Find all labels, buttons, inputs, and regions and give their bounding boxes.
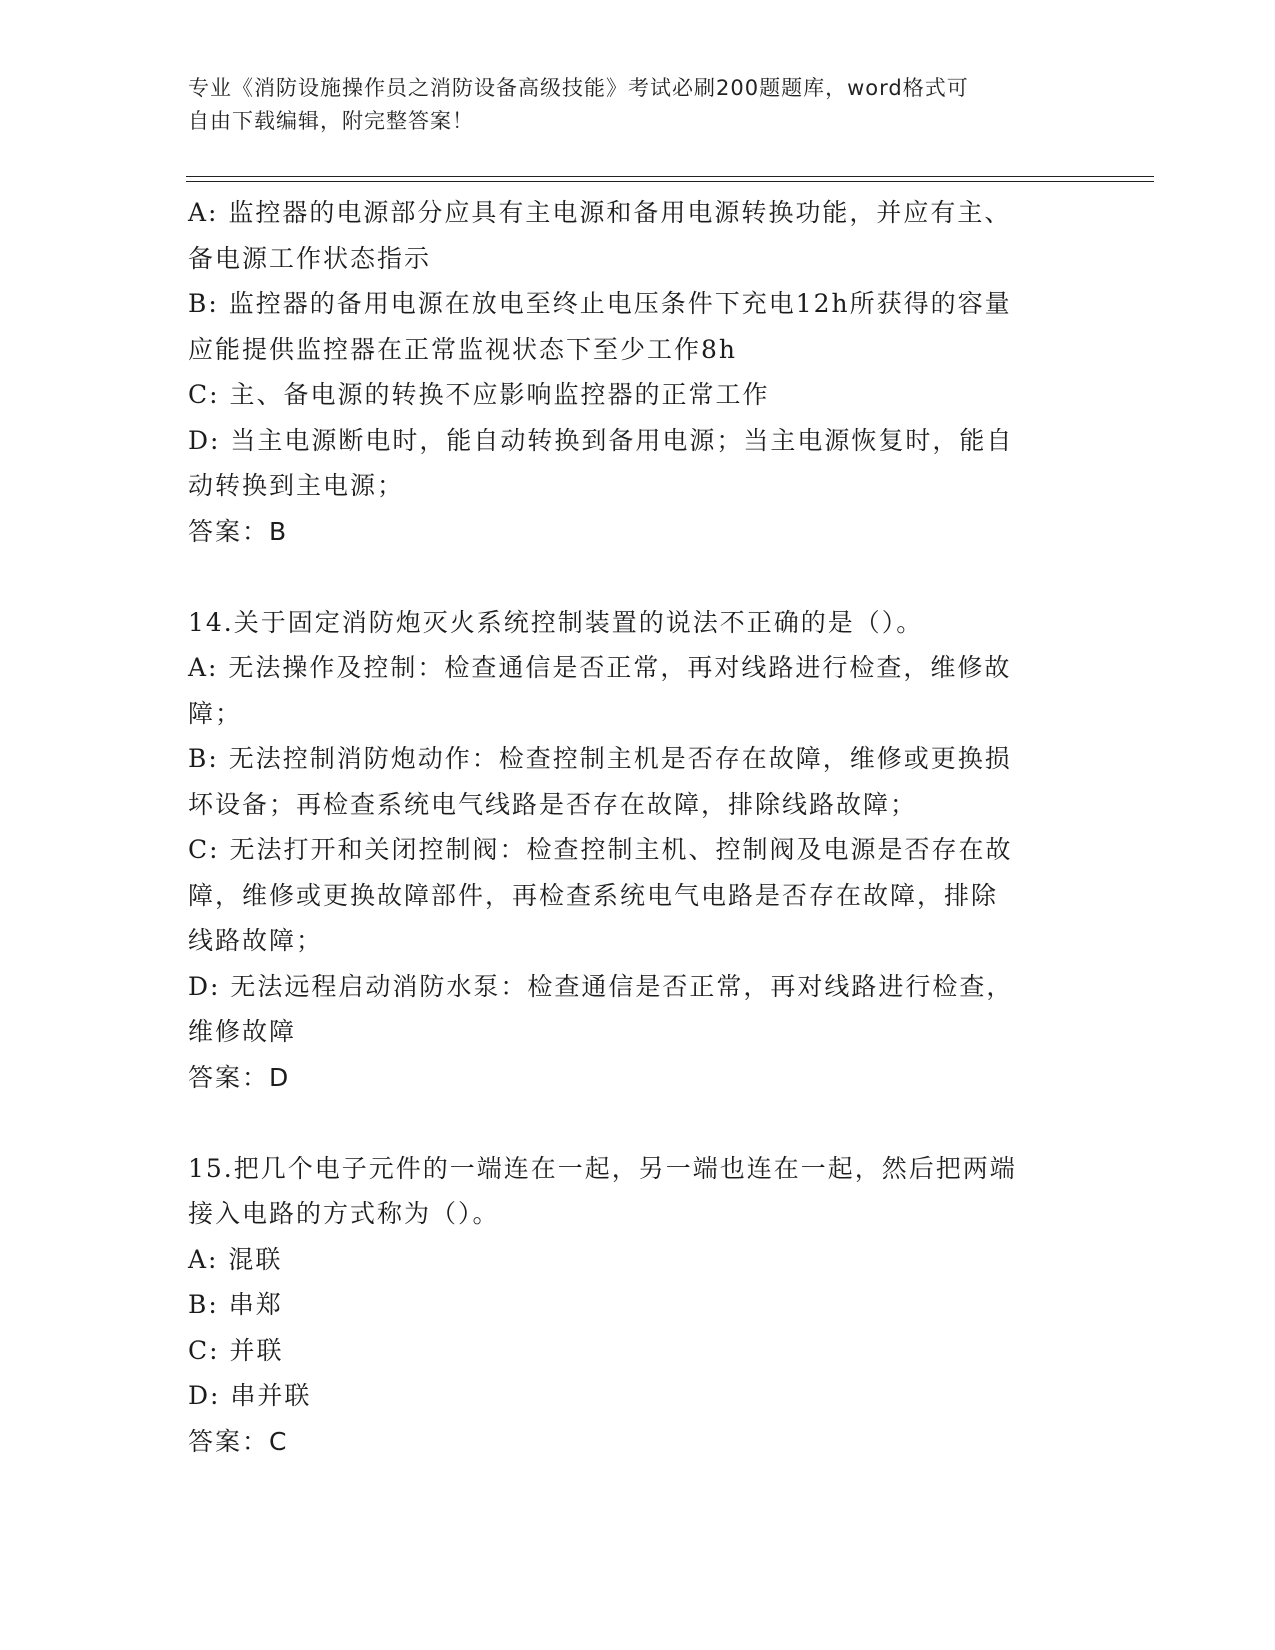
q13-option-b-line-1: B: 监控器的备用电源在放电至终止电压条件下充电12h所获得的容量 (188, 289, 1012, 318)
q14-option-a-line-2: 障； (188, 698, 243, 728)
header-divider-top (186, 176, 1154, 177)
q13-option-a-line-2: 备电源工作状态指示 (188, 243, 432, 273)
question-15-block (188, 1146, 1078, 1465)
spacer (188, 554, 1078, 600)
q14-option-c-line-1: C: 无法打开和关闭控制阀：检查控制主机、控制阀及电源是否存在故 (188, 835, 1013, 864)
document-header (188, 72, 1068, 138)
q14-option-c-line-3: 线路故障； (188, 926, 324, 955)
q14-option-d-line-2: 维修故障 (188, 1017, 297, 1046)
document-body (188, 190, 1078, 1464)
question-14-block (188, 600, 1078, 1101)
q15-option-a: A: 混联 (188, 1244, 283, 1274)
header-divider-bottom (186, 181, 1154, 182)
q13-answer: 答案：B (188, 516, 289, 546)
q15-option-c: C: 并联 (188, 1335, 284, 1365)
q14-option-c-line-2: 障，维修或更换故障部件，再检查系统电气电路是否存在故障，排除 (188, 880, 999, 910)
q14-stem: 14.关于固定消防炮灭火系统控制装置的说法不正确的是（）。 (188, 607, 924, 637)
q13-option-d-line-1: D: 当主电源断电时，能自动转换到备用电源；当主电源恢复时，能自 (188, 425, 1014, 455)
spacer (188, 1100, 1078, 1146)
q14-answer: 答案：D (188, 1062, 291, 1092)
q15-answer: 答案：C (188, 1426, 289, 1456)
q13-option-a-line-1: A: 监控器的电源部分应具有主电源和备用电源转换功能，并应有主、 (188, 198, 1012, 227)
header-line-1: 专业《消防设施操作员之消防设备高级技能》考试必刷200题题库，word格式可 (188, 76, 969, 100)
q14-option-b-line-2: 坏设备；再检查系统电气线路是否存在故障，排除线路故障； (188, 789, 918, 819)
q15-stem-line-1: 15.把几个电子元件的一端连在一起，另一端也连在一起，然后把两端 (188, 1153, 1017, 1183)
q15-stem-line-2: 接入电路的方式称为（）。 (188, 1199, 500, 1228)
q14-option-d-line-1: D: 无法远程启动消防水泵：检查通信是否正常，再对线路进行检查， (188, 971, 1014, 1001)
header-line-2: 自由下载编辑，附完整答案！ (188, 109, 474, 133)
q15-option-b: B: 串郑 (188, 1290, 283, 1319)
q14-option-a-line-1: A: 无法操作及控制：检查通信是否正常，再对线路进行检查，维修故 (188, 653, 1012, 682)
q14-option-b-line-1: B: 无法控制消防炮动作：检查控制主机是否存在故障，维修或更换损 (188, 744, 1012, 773)
question-13-block (188, 190, 1078, 554)
q13-option-d-line-2: 动转换到主电源； (188, 471, 405, 500)
q13-option-b-line-2: 应能提供监控器在正常监视状态下至少工作8h (188, 334, 738, 364)
q15-option-d: D: 串并联 (188, 1381, 312, 1410)
q13-option-c-line-1: C: 主、备电源的转换不应影响监控器的正常工作 (188, 380, 770, 409)
